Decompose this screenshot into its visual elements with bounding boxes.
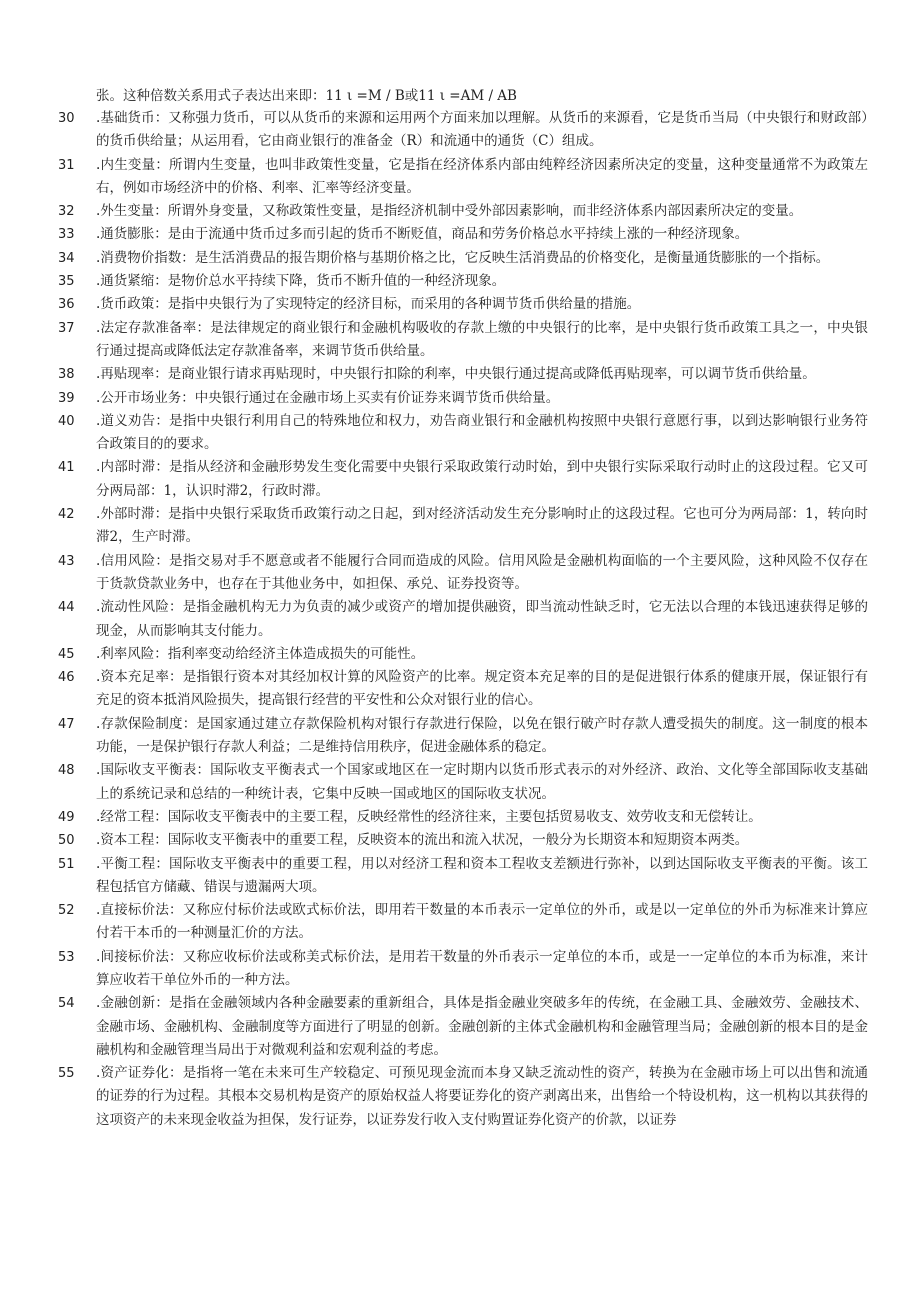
glossary-entry [58,503,868,550]
entry-number: 42 [58,507,75,523]
glossary-entry [58,992,868,1062]
glossary-entry [58,317,868,364]
glossary-entry [58,293,868,316]
glossary-entry [58,387,868,410]
glossary-entry [58,1062,868,1132]
entry-text: .再贴现率：是商业银行请求再贴现时，中央银行扣除的利率，中央银行通过提高或降低再贴现率，可以调节货币供给量。 [96,366,816,383]
entry-text: .间接标价法：又称应收标价法或称美式标价法，是用若干数量的外币表示一定单位的本币，或是一一定单位的本币为标准，来计算应收若干单位外币的一种方法。 [96,948,868,988]
entry-text: .道义劝告：是指中央银行利用自己的特殊地位和权力，劝告商业银行和金融机构按照中央银行意愿行事，以到达影响银行业务符合政策目的的要求。 [96,412,868,453]
glossary-list [58,107,868,1132]
glossary-entry [58,410,868,457]
entry-number: 40 [58,413,75,429]
entry-text: .消费物价指数：是生活消费品的报告期价格与基期价格之比，它反映生活消费品的价格变化，是衡量通货膨胀的一个指标。 [96,249,830,266]
entry-text: .资本工程：国际收支平衡表中的重要工程，反映资本的流出和流入状况，一般分为长期资本和短期资本两类。 [96,832,749,849]
entry-number: 37 [58,320,75,336]
entry-number: 34 [58,250,75,266]
glossary-entry [58,107,868,154]
entry-number: 52 [58,903,75,919]
entry-number: 51 [58,856,75,872]
entry-text: .国际收支平衡表：国际收支平衡表式一个国家或地区在一定时期内以货币形式表示的对外经济、政治、文化等全部国际收支基础上的系统记录和总结的一种统计表，它集中反映一国或地区的国际收支状况。 [96,762,868,802]
entry-number: 46 [58,670,75,686]
glossary-entry [58,456,868,503]
entry-number: 35 [58,274,75,290]
entry-text: .平衡工程：国际收支平衡表中的重要工程，用以对经济工程和资本工程收支差额进行弥补，以到达国际收支平衡表的平衡。该工程包括官方储藏、错误与遗漏两大项。 [96,855,868,895]
entry-text: .通货膨胀：是由于流通中货币过多而引起的货币不断贬值，商品和劳务价格总水平持续上涨的一种经济现象。 [96,226,749,243]
entry-text: .外生变量：所谓外身变量，又称政策性变量，是指经济机制中受外部因素影响，而非经济体系内部因素所决定的变量。 [96,203,803,220]
entry-text: .资产证券化：是指将一笔在未来可生产较稳定、可预见现金流而本身又缺乏流动性的资产，转换为在金融市场上可以出售和流通的证券的行为过程。其根本交易机构是资产的原始权益人将要证券化的资产剥离出来，出售给一个特设机构，这一机构以其获得的这项资产的未来现金收益为担保，发行证券，以证券发行收入支付购置证券化资产的价款，以证券 [96,1065,868,1128]
glossary-entry [58,899,868,946]
entry-text: .基础货币：又称强力货币，可以从货币的来源和运用两个方面来加以理解。从货币的来源看，它是货币当局（中央银行和财政部）的货币供给量；从运用看，它由商业银行的准备金（R）和流通中的通货（C）组成。 [96,110,868,150]
continuation-line: 张。这种倍数关系用式子表达出来即：11 ι =M / B或11 ι =AM / AB [96,88,517,104]
glossary-entry [58,643,868,666]
glossary-entry [58,853,868,900]
glossary-entry [58,759,868,806]
glossary-entry [58,666,868,713]
entry-number: 45 [58,646,75,662]
glossary-entry [58,806,868,829]
entry-number: 49 [58,809,75,825]
entry-text: .内生变量：所谓内生变量，也叫非政策性变量，它是指在经济体系内部由纯粹经济因素所决定的变量，这种变量通常不为政策左右，例如市场经济中的价格、利率、汇率等经济变量。 [96,156,868,196]
entry-text: .信用风险：是指交易对手不愿意或者不能履行合同而造成的风险。信用风险是金融机构面临的一个主要风险，这种风险不仅存在于货款贷款业务中，也存在于其他业务中，如担保、承兑、证券投资等。 [96,552,868,592]
entry-number: 30 [58,111,75,126]
entry-number: 48 [58,763,75,779]
entry-text: .货币政策：是指中央银行为了实现特定的经济目标，而采用的各种调节货币供给量的措施。 [96,296,641,313]
glossary-entry [58,270,868,293]
entry-number: 31 [58,157,75,173]
entry-text: .内部时滞：是指从经济和金融形势发生变化需要中央银行采取政策行动时始，到中央银行实际采取行动时止的这段过程。它又可分两局部：1，认识时滞2，行政时滞。 [96,459,868,499]
entry-text: .利率风险：指利率变动给经济主体造成损失的可能性。 [96,645,425,662]
glossary-entry [58,247,868,270]
glossary-entry [58,154,868,201]
entry-number: 43 [58,553,75,569]
glossary-entry [58,713,868,760]
entry-number: 38 [58,367,75,383]
entry-text: .法定存款准备率：是法律规定的商业银行和金融机构吸收的存款上缴的中央银行的比率，是中央银行货币政策工具之一，中央银行通过提高或降低法定存款准备率，来调节货币供给量。 [96,319,868,359]
entry-number: 50 [58,833,75,849]
glossary-entry [58,550,868,597]
entry-text: .公开市场业务：中央银行通过在金融市场上买卖有价证券来调节货币供给量。 [96,389,560,406]
entry-number: 36 [58,297,75,313]
glossary-entry [58,200,868,223]
entry-text: .外部时滞：是指中央银行采取货币政策行动之日起，到对经济活动发生充分影响时止的这段过程。它也可分为两局部：1，转向时滞2，生产时滞。 [96,506,868,546]
glossary-entry [58,223,868,246]
entry-text: .经常工程：国际收支平衡表中的主要工程，反映经常性的经济往来，主要包括贸易收支、效劳收支和无偿转让。 [96,808,762,825]
entry-number: 54 [58,996,75,1012]
entry-text: .直接标价法：又称应付标价法或欧式标价法，即用若干数量的本币表示一定单位的外币，或是以一定单位的外币为标准来计算应付若干本币的一种测量汇价的方法。 [96,902,868,942]
entry-text: .流动性风险：是指金融机构无力为负责的减少或资产的增加提供融资，即当流动性缺乏时，它无法以合理的本钱迅速获得足够的现金，从而影响其支付能力。 [96,599,868,639]
entry-text: .存款保险制度：是国家通过建立存款保险机构对银行存款进行保险，以免在银行破产时存款人遭受损失的制度。这一制度的根本功能，一是保护银行存款人利益；二是维持信用秩序，促进金融体系的稳定。 [96,715,868,756]
glossary-entry [58,829,868,852]
entry-number: 47 [58,716,75,732]
glossary-entry [58,596,868,643]
entry-number: 39 [58,390,75,406]
entry-number: 44 [58,600,75,616]
entry-number: 32 [58,204,75,220]
entry-number: 33 [58,227,75,243]
glossary-entry [58,363,868,386]
entry-text: .金融创新：是指在金融领域内各种金融要素的重新组合，具体是指金融业突破多年的传统，在金融工具、金融效劳、金融技术、金融市场、金融机构、金融制度等方面进行了明显的创新。金融创新的主体式金融机构和金融管理当局；金融创新的根本目的是金融机构和金融管理当局出于对微观利益和宏观利益的考虑。 [96,995,868,1058]
entry-text: .资本充足率：是指银行资本对其经加权计算的风险资产的比率。规定资本充足率的目的是促进银行体系的健康开展，保证银行有充足的资本抵消风险损失，提高银行经营的平安性和公众对银行业的信心。 [96,669,868,709]
entry-number: 55 [58,1066,75,1082]
entry-number: 53 [58,949,75,965]
glossary-entry [58,946,868,993]
entry-number: 41 [58,460,75,476]
entry-text: .通货紧缩：是物价总水平持续下降，货币不断升值的一种经济现象。 [96,273,506,290]
